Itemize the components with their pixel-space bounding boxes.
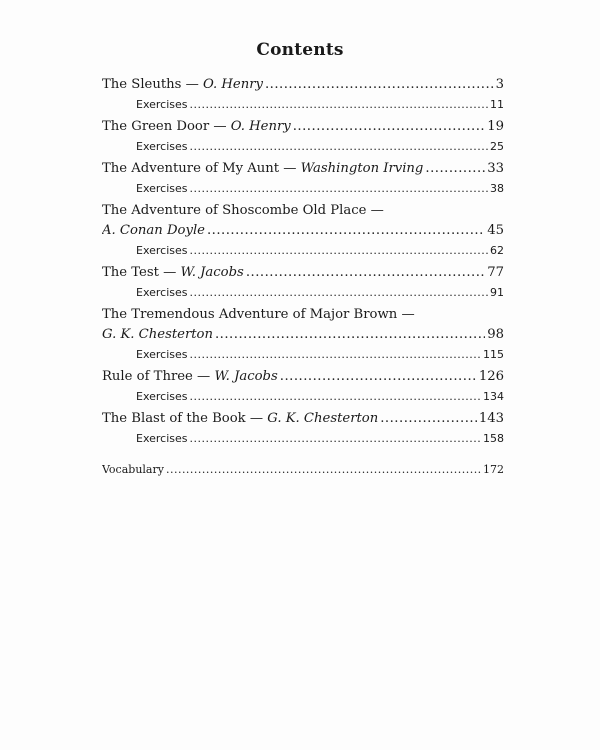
dot-leader — [190, 345, 481, 364]
story-title: The Tremendous Adventure of Major Brown — — [102, 307, 415, 322]
toc-exercises-entry — [102, 241, 504, 260]
page-number: 25 — [490, 140, 504, 153]
toc-entry — [102, 201, 504, 221]
toc-entry — [102, 367, 504, 387]
toc-exercises-entry — [102, 429, 504, 448]
exercises-label: Exercises — [136, 432, 188, 445]
toc-entry — [102, 159, 504, 179]
exercises-label: Exercises — [136, 182, 188, 195]
toc-exercises-entry — [102, 283, 504, 302]
story-title: The Test — W. Jacobs — [102, 265, 244, 280]
contents-heading: Contents — [256, 40, 344, 60]
page-number: 98 — [487, 327, 504, 342]
page-number: 11 — [490, 98, 504, 111]
page-number: 158 — [483, 432, 504, 445]
toc-entry — [102, 117, 504, 137]
story-author: A. Conan Doyle — [102, 223, 205, 238]
toc-entry — [102, 409, 504, 429]
toc-vocabulary-entry — [102, 460, 504, 479]
vocabulary-label: Vocabulary — [102, 463, 164, 476]
story-author: Washington Irving — [300, 161, 424, 176]
story-author: G. K. Chesterton — [267, 411, 379, 426]
toc-exercises-entry — [102, 179, 504, 198]
toc-exercises-entry — [102, 387, 504, 406]
story-author: O. Henry — [230, 119, 291, 134]
exercises-label: Exercises — [136, 390, 188, 403]
exercises-label: Exercises — [136, 286, 188, 299]
dot-leader — [190, 179, 488, 198]
page-number: 134 — [483, 390, 504, 403]
dot-leader — [215, 325, 485, 345]
story-title: The Blast of the Book — G. K. Chesterton — [102, 411, 379, 426]
page-number: 126 — [478, 369, 504, 384]
page-number: 91 — [490, 286, 504, 299]
exercises-label: Exercises — [136, 348, 188, 361]
toc-entry-continuation — [102, 325, 504, 345]
page-number: 45 — [487, 223, 504, 238]
dot-leader — [190, 283, 488, 302]
dot-leader — [190, 241, 488, 260]
page-number: 143 — [478, 411, 504, 426]
story-title: The Adventure of My Aunt — Washington Irving — [102, 161, 424, 176]
dot-leader — [207, 221, 485, 241]
page-number: 33 — [487, 161, 504, 176]
story-title: The Sleuths — O. Henry — [102, 77, 263, 92]
story-author: W. Jacobs — [214, 369, 278, 384]
page-number: 19 — [487, 119, 504, 134]
dot-leader — [265, 75, 494, 95]
story-title: Rule of Three — W. Jacobs — [102, 369, 278, 384]
dot-leader — [190, 137, 488, 156]
exercises-label: Exercises — [136, 98, 188, 111]
dot-leader — [246, 263, 485, 283]
story-author: O. Henry — [202, 77, 263, 92]
toc-exercises-entry — [102, 345, 504, 364]
dot-leader — [425, 159, 485, 179]
dot-leader — [190, 429, 481, 448]
page-number: 62 — [490, 244, 504, 257]
page-number: 115 — [483, 348, 504, 361]
toc-entry — [102, 75, 504, 95]
story-author: W. Jacobs — [180, 265, 244, 280]
dot-leader — [166, 460, 481, 479]
table-of-contents — [102, 72, 504, 479]
toc-exercises-entry — [102, 137, 504, 156]
toc-entry — [102, 305, 504, 325]
story-title: The Green Door — O. Henry — [102, 119, 291, 134]
story-author: G. K. Chesterton — [102, 327, 213, 342]
page-number: 38 — [490, 182, 504, 195]
toc-entry — [102, 263, 504, 283]
dot-leader — [190, 95, 488, 114]
page-number: 172 — [483, 463, 504, 476]
story-title: The Adventure of Shoscombe Old Place — — [102, 203, 384, 218]
exercises-label: Exercises — [136, 140, 188, 153]
page-number: 77 — [487, 265, 504, 280]
dot-leader — [293, 117, 485, 137]
toc-exercises-entry — [102, 95, 504, 114]
toc-entry-continuation — [102, 221, 504, 241]
exercises-label: Exercises — [136, 244, 188, 257]
dot-leader — [380, 409, 477, 429]
page-number: 3 — [495, 77, 504, 92]
dot-leader — [280, 367, 477, 387]
dot-leader — [190, 387, 481, 406]
